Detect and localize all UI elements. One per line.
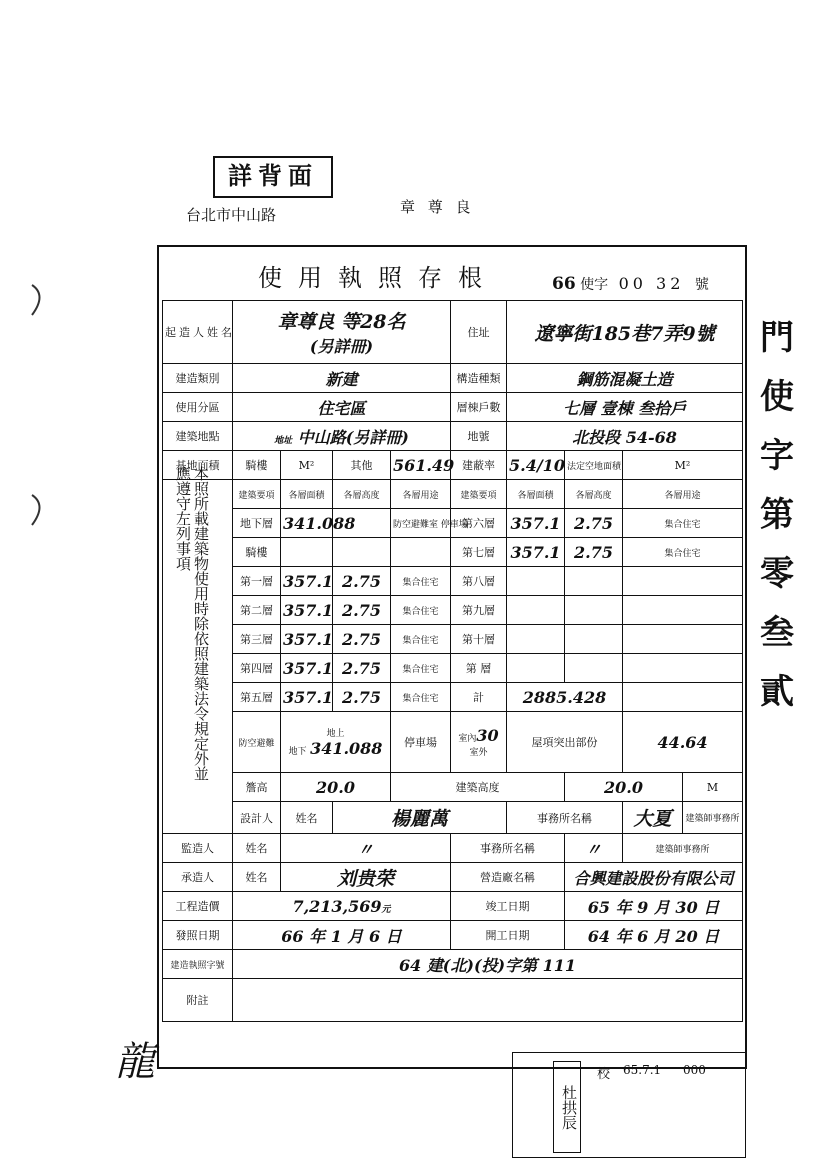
address-label: 住址 xyxy=(451,301,507,364)
floor-label: 第一層 xyxy=(233,567,281,596)
floor-label: 騎樓 xyxy=(233,538,281,567)
shelter-label: 防空避難 xyxy=(233,712,281,773)
supervisor-name: 〃 xyxy=(281,834,451,863)
eave-height-label: 簷高 xyxy=(233,773,281,802)
cost-value: 7,213,569元 xyxy=(233,892,451,921)
floor-area: 357.1 xyxy=(281,625,333,654)
floor-use: 集合住宅 xyxy=(391,596,451,625)
floor-label: 第 層 xyxy=(451,654,507,683)
supervisor-office: 〃 xyxy=(565,834,623,863)
floor-label: 地下層 xyxy=(233,509,281,538)
shelter-values: 地上 地下 341.088 xyxy=(281,712,391,773)
floor-label: 第四層 xyxy=(233,654,281,683)
note-label: 附註 xyxy=(163,979,233,1022)
col-use-left: 各層用途 xyxy=(391,480,451,509)
floor-height xyxy=(565,625,623,654)
floor-use xyxy=(623,683,743,712)
owner-value: 章尊良 等28名 (另詳冊) xyxy=(233,301,451,364)
floors-label: 層棟戶數 xyxy=(451,393,507,422)
header-owner-name: 章 尊 良 xyxy=(400,198,475,216)
roof-value: 44.64 xyxy=(623,712,743,773)
area-label: 基地面積 xyxy=(163,451,233,480)
checker-name: 杜拱辰 xyxy=(553,1061,581,1153)
owner-label: 起造人姓名 xyxy=(163,301,233,364)
checker-box xyxy=(512,1052,746,1158)
form-title: 使用執照存根 xyxy=(258,264,498,292)
site-value: 地址 中山路(另詳冊) xyxy=(233,422,451,451)
company-label: 營造廠名稱 xyxy=(451,863,565,892)
building-type-label: 建造類別 xyxy=(163,364,233,393)
floor-use: 集合住宅 xyxy=(391,654,451,683)
floor-height: 2.75 xyxy=(333,683,391,712)
site-label: 建築地點 xyxy=(163,422,233,451)
floor-area: 357.1 xyxy=(281,654,333,683)
floor-height xyxy=(333,538,391,567)
floor-area xyxy=(281,538,333,567)
check-label: 校 xyxy=(597,1067,611,1082)
floor-label: 計 xyxy=(451,683,507,712)
col-height-left: 各層高度 xyxy=(333,480,391,509)
check-code: 000 xyxy=(683,1063,706,1077)
floor-use: 集合住宅 xyxy=(623,538,743,567)
floor-height xyxy=(565,596,623,625)
floor-area xyxy=(507,625,565,654)
floor-area xyxy=(507,596,565,625)
detail-back-stamp: 詳背面 xyxy=(213,156,333,198)
floor-use: 集合住宅 xyxy=(391,625,451,654)
floor-use: 集合住宅 xyxy=(391,567,451,596)
contractor-name-label: 姓名 xyxy=(233,863,281,892)
col-height-right: 各層高度 xyxy=(565,480,623,509)
lot-label: 地號 xyxy=(451,422,507,451)
office-suffix: 建築師事務所 xyxy=(683,802,743,834)
building-height-value: 20.0 xyxy=(565,773,683,802)
address-value: 遼寧街185巷7弄9號 xyxy=(507,301,743,364)
designer-name-label: 姓名 xyxy=(281,802,333,834)
floor-use: 集合住宅 xyxy=(391,683,451,712)
floor-use: 防空避難室 停車場 xyxy=(391,509,451,538)
office-label: 事務所名稱 xyxy=(507,802,623,834)
designer-label: 設計人 xyxy=(233,802,281,834)
contractor-label: 承造人 xyxy=(163,863,233,892)
open-space-unit: M² xyxy=(623,451,743,480)
eave-height-value: 20.0 xyxy=(281,773,391,802)
floor-height: 2.75 xyxy=(333,654,391,683)
floor-use xyxy=(623,596,743,625)
finish-label: 竣工日期 xyxy=(451,892,565,921)
parking-label: 停車場 xyxy=(391,712,451,773)
floor-area: 357.1 xyxy=(281,567,333,596)
building-height-unit: M xyxy=(683,773,743,802)
structure-value: 鋼筋混凝土造 xyxy=(507,364,743,393)
start-value: 64 年 6 月 20 日 xyxy=(565,921,743,950)
structure-label: 構造種類 xyxy=(451,364,507,393)
floor-area xyxy=(507,567,565,596)
floor-area: 357.1 xyxy=(281,683,333,712)
floor-area: 357.1 xyxy=(281,596,333,625)
floor-use: 集合住宅 xyxy=(623,509,743,538)
finish-value: 65 年 9 月 30 日 xyxy=(565,892,743,921)
supervisor-office-label: 事務所名稱 xyxy=(451,834,565,863)
supervisor-office-suffix: 建築師事務所 xyxy=(623,834,743,863)
license-label: 建造執照字號 xyxy=(163,950,233,979)
company-value: 合興建設股份有限公司 xyxy=(565,863,743,892)
zone-label: 使用分區 xyxy=(163,393,233,422)
cost-label: 工程造價 xyxy=(163,892,233,921)
zone-value: 住宅區 xyxy=(233,393,451,422)
floor-height: 2.75 xyxy=(565,509,623,538)
usage-notes: 本照所載建築物使用時除依照建築法令規定外並應遵守左列事項 xyxy=(174,466,210,781)
col-area-right: 各層面積 xyxy=(507,480,565,509)
supervisor-label: 監造人 xyxy=(163,834,233,863)
arcade-unit: M² xyxy=(281,451,333,480)
floor-area: 357.1 xyxy=(507,538,565,567)
col-item-right: 建築要項 xyxy=(451,480,507,509)
floor-height xyxy=(565,654,623,683)
floor-label: 第七層 xyxy=(451,538,507,567)
reviewer-signature: 龍 xyxy=(115,1039,155,1085)
arcade-label: 騎樓 xyxy=(233,451,281,480)
other-value: 561.49 xyxy=(391,451,451,480)
floor-use xyxy=(391,538,451,567)
side-stamp-marks: 門 使 字 第 零 叁 貳 xyxy=(760,318,794,712)
floor-use xyxy=(623,567,743,596)
col-item-left: 建築要項 xyxy=(233,480,281,509)
floors-value: 七層 壹棟 叁拾戶 xyxy=(507,393,743,422)
roof-label: 屋項突出部份 xyxy=(507,712,623,773)
floor-area: 357.1 xyxy=(507,509,565,538)
lot-value: 北投段 54-68 xyxy=(507,422,743,451)
contractor-name: 刘贵荣 xyxy=(281,863,451,892)
building-type-value: 新建 xyxy=(233,364,451,393)
coverage-label: 建蔽率 xyxy=(451,451,507,480)
start-label: 開工日期 xyxy=(451,921,565,950)
floor-label: 第八層 xyxy=(451,567,507,596)
header-address: 台北市中山路 xyxy=(186,206,277,224)
permit-number: 66 使字 00 32 號 xyxy=(552,274,709,294)
floor-use xyxy=(623,654,743,683)
floor-area xyxy=(507,654,565,683)
floor-height: 2.75 xyxy=(333,567,391,596)
parking-values: 室內30 室外 xyxy=(451,712,507,773)
issue-label: 發照日期 xyxy=(163,921,233,950)
floor-label: 第二層 xyxy=(233,596,281,625)
office-value: 大夏 xyxy=(623,802,683,834)
floor-label: 第六層 xyxy=(451,509,507,538)
floor-label: 第五層 xyxy=(233,683,281,712)
floor-label: 第九層 xyxy=(451,596,507,625)
floor-height: 2.75 xyxy=(333,625,391,654)
coverage-value: 5.4/10 xyxy=(507,451,565,480)
binding-holes xyxy=(12,275,52,535)
floor-label: 第三層 xyxy=(233,625,281,654)
check-date: 65.7.1 xyxy=(623,1063,662,1077)
open-space-label: 法定空地面積 xyxy=(565,451,623,480)
license-value: 64 建(北)(投)字第 111 xyxy=(233,950,743,979)
floor-use xyxy=(623,625,743,654)
other-label: 其他 xyxy=(333,451,391,480)
issue-value: 66 年 1 月 6 日 xyxy=(233,921,451,950)
floor-height xyxy=(565,567,623,596)
col-use-right: 各層用途 xyxy=(623,480,743,509)
floor-area: 341.088 xyxy=(281,509,333,538)
supervisor-name-label: 姓名 xyxy=(233,834,281,863)
total-area: 2885.428 xyxy=(507,683,623,712)
note-value xyxy=(233,979,743,1022)
floor-height: 2.75 xyxy=(565,538,623,567)
permit-table xyxy=(162,300,743,1022)
building-height-label: 建築高度 xyxy=(391,773,565,802)
col-area-left: 各層面積 xyxy=(281,480,333,509)
floor-height: 2.75 xyxy=(333,596,391,625)
designer-name: 楊麗萬 xyxy=(333,802,507,834)
floor-label: 第十層 xyxy=(451,625,507,654)
